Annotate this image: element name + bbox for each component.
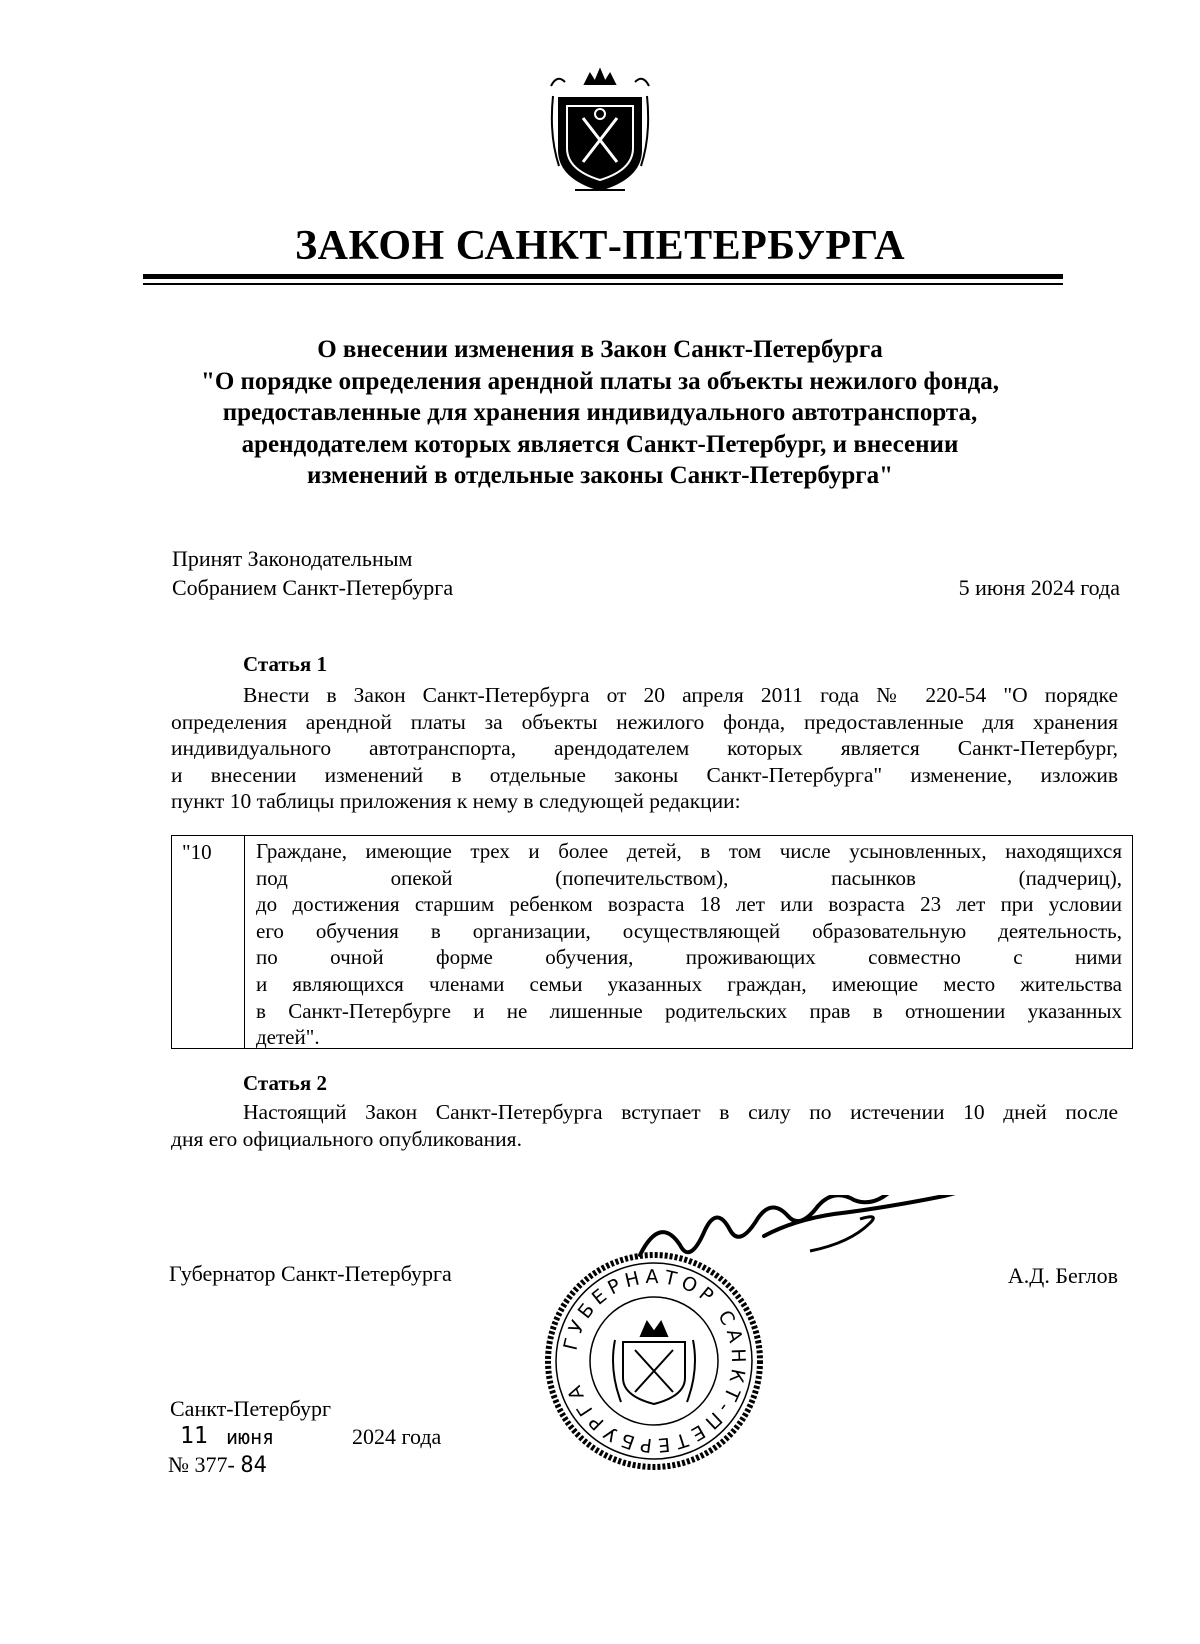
issue-month: июня [226,1425,275,1449]
table-line: его обучения в организации, осуществляющей образовательную деятельность, [256,918,1122,943]
title-rule-thin [143,283,1063,285]
law-number-prefix: № 377- [168,1452,235,1477]
heading-line: арендодателем которых является Санкт-Петербург, и внесении [241,430,959,458]
adopted-line: Собранием Санкт-Петербурга [172,575,454,600]
issue-date [180,1423,480,1453]
table-line: в Санкт-Петербурге и не лишенные родительских прав в отношении указанных [256,998,1122,1023]
issue-year: 2024 года [352,1424,442,1449]
text-line: Настоящий Закон Санкт-Петербурга вступает в силу по истечении 10 дней после [243,1100,1118,1124]
amendment-table [171,835,1133,1049]
adopted-line: Принят Законодательным [172,546,413,571]
text-line: индивидуального автотранспорта, арендодателем которых является Санкт-Петербург, [171,736,1118,760]
article-2-title: Статья 2 [243,1071,327,1095]
heading-line: "О порядке определения арендной платы за объекты нежилого фонда, [200,367,1000,395]
governor-position: Губернатор Санкт-Петербурга [169,1261,452,1286]
text-line: дня его официального опубликования. [171,1126,522,1151]
text-line: определения арендной платы за объекты нежилого фонда, предоставленные для хранения [171,709,1118,734]
text-line: пункт 10 таблицы приложения к нему в следующей редакции: [171,789,741,813]
law-number-value: 84 [240,1453,267,1478]
title-rule-thick [143,274,1063,279]
article-1-text [171,682,1118,815]
seal-text: ГУБЕРНАТОР САНКТ-ПЕТЕРБУРГА [559,1265,750,1457]
coat-of-arms-icon [545,66,655,198]
heading-line: О внесении изменения в Закон Санкт-Петербурга [317,336,883,363]
adopted-by [172,544,453,602]
heading-line: изменений в отдельные законы Санкт-Петербурга" [306,462,894,489]
text-line: Внести в Закон Санкт-Петербурга от 20 апреля 2011 года № 220-54 "О порядке [243,683,1118,707]
table-line: до достижения старшим ребенком возраста 18 лет или возраста 23 лет при условии [256,892,1122,917]
text-line: и внесении изменений в отдельные законы Санкт-Петербурга" изменение, изложив [171,762,1118,787]
handwritten-signature [620,1195,990,1275]
issue-day: 11 [180,1423,208,1449]
table-line: Граждане, имеющие трех и более детей, в том числе усыновленных, находящихся [256,839,1122,863]
table-line: под опекой (попечительством), пасынков (падчериц), [256,865,1122,890]
issue-place: Санкт-Петербург [170,1396,331,1421]
table-line: детей". [256,1025,320,1050]
table-line: по очной форме обучения, проживающих совместно с ними [256,945,1122,970]
law-number [168,1452,267,1478]
adopted-date: 5 июня 2024 года [958,575,1120,600]
svg-text:ГУБЕРНАТОР САНКТ-ПЕТЕРБУРГА [560,1266,750,1456]
law-heading [0,334,1200,492]
governor-seal-icon [543,1250,765,1472]
article-2-text [171,1099,1118,1152]
heading-line: предоставленные для хранения индивидуального автотранспорта, [222,399,978,426]
table-number-cell: "10 [172,836,245,1048]
article-1-title: Статья 1 [243,652,327,676]
law-title: ЗАКОН САНКТ-ПЕТЕРБУРГА [294,223,906,269]
table-text-cell [256,838,1122,1051]
governor-name: А.Д. Беглов [1007,1263,1118,1288]
table-line: и являющихся членами семьи указанных граждан, имеющие место жительства [256,971,1122,996]
